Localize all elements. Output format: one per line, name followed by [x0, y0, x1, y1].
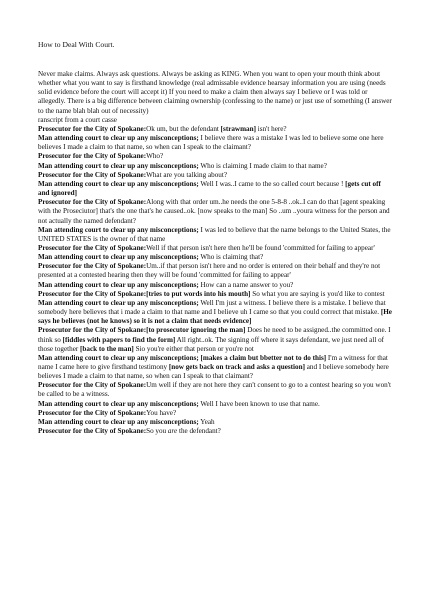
transcript-line: Man attending court to clear up any misconceptions; Well I'm just a witness. I believe there is a mistake. I believe that somebody here believes that i made a claim to that name and I believe uh I came so that you could correct that mistake. [He says he believes (not he knows) so it is not a claim that needs evidence] [38, 298, 392, 326]
speaker-man: Man attending court to clear up any misconceptions; [38, 225, 199, 234]
transcript-line: Man attending court to clear up any misconceptions; How can a name answer to you? [38, 280, 294, 289]
transcript-heading: ranscript from a court casse [38, 115, 117, 124]
speaker-prosecutor: Prosecutor for the City of Spokane: [38, 408, 147, 417]
transcript-line: Man attending court to clear up any misconceptions; Yeah [38, 417, 215, 426]
speaker-man: Man attending court to clear up any misconceptions; [38, 417, 199, 426]
speaker-man: Man attending court to clear up any misconceptions; [38, 399, 199, 408]
transcript-line: Prosecutor for the City of Spokane:Who? [38, 152, 164, 161]
speaker-prosecutor: Prosecutor for the City of Spokane: [38, 198, 147, 207]
speaker-man: Man attending court to clear up any misconceptions; [38, 161, 199, 170]
intro-paragraph: Never make claims. Always ask questions. Always be asking as KING. When you want to open your mouth think about whether what you want to say is firsthand knowledge (real admissable evidence hearsay information you are using (needs solid evidence before the court will accept it) If you need to make a claim then always say I believe or I was told or allegedly. There is a big difference between claiming ownership (confessing to the name) or just use of something (I answer to the name blah blah out of necessity) [38, 70, 392, 115]
transcript-line: Man attending court to clear up any misconceptions; I was led to believe that the name belongs to the United States, the UNITED STATES is the owner of that name [38, 225, 391, 243]
transcript-line: Prosecutor for the City of Spokane:Um..if that person isn't here and no order is entered on their behalf and they're not presented at a contested hearing then they will be found 'committed for failing to appear' [38, 262, 381, 280]
speaker-man: Man attending court to clear up any misconceptions; [38, 134, 199, 143]
speaker-man: Man attending court to clear up any misconceptions; [38, 253, 199, 262]
transcript-line: Prosecutor for the City of Spokane:Along with that order um..he needs the one 5-8-8 ..ok..I can do that [agent speaking with the Proseciutor] that's the one that's he caused..ok. [now speaks to the man] So ..um ..youra witness for the person and not actually the named defendant? [38, 198, 390, 225]
transcript-line: Prosecutor for the City of Spokane:[tries to put words into his mouth] So what you are saying is you'd like to contest [38, 289, 385, 298]
transcript-line: Man attending court to clear up any misconceptions; Well I was..I came to the so called court because ! [gets cut off and ignored] [38, 179, 381, 198]
speaker-prosecutor: Prosecutor for the City of Spokane: [38, 124, 147, 133]
speaker-man: Man attending court to clear up any misconceptions; [38, 298, 199, 307]
speaker-prosecutor: Prosecutor for the City of Spokane: [38, 243, 147, 252]
transcript-line: Man attending court to clear up any misconceptions; I believe there was a mistake I was led to believe some one here believes I made a claim to that name, so when can I speak to the claimant? [38, 134, 384, 152]
speaker-prosecutor: Prosecutor for the City of Spokane: [38, 289, 147, 298]
transcript-line: Prosecutor for the City of Spokane:What are you talking about? [38, 170, 227, 179]
transcript-line: Prosecutor for the City of Spokane:[to prosecutor ignoring the man] Does he need to be assigned..the committed one. I think so [fiddles with papers to find the form] All right..ok. The signing off where it says defendant, we just need all of those together [back to the man] Sio you're either that person or you're not [38, 326, 391, 353]
speaker-man: Man attending court to clear up any misconceptions; [38, 280, 199, 289]
transcript-line: Man attending court to clear up any misconceptions; Who is claiming that? [38, 253, 264, 262]
speaker-prosecutor: Prosecutor for the City of Spokane: [38, 326, 147, 335]
transcript-line: Prosecutor for the City of Spokane:You have? [38, 408, 177, 417]
transcript-line: Man attending court to clear up any misconceptions; Well I have been known to use that name. [38, 399, 320, 408]
transcript-line: Man attending court to clear up any misconceptions; Who is claiming I made claim to that name? [38, 161, 327, 170]
document-body [38, 70, 392, 436]
transcript-line: Prosecutor for the City of Spokane:So you are the defendant? [38, 427, 221, 436]
speaker-prosecutor: Prosecutor for the City of Spokane: [38, 152, 147, 161]
transcript-line: Prosecutor for the City of Spokane:Well if that person isn't here then he'll be found 'committed for failing to appear' [38, 243, 375, 252]
transcript-line: Man attending court to clear up any misconceptions; [makes a claim but bbetter not to do this] I'm a witness for that name I came here to give firsthand testimony [now gets back on track and asks a question] and I believe somebody here believes I made a claim to that name, so when can I speak to that claimant? [38, 353, 389, 381]
transcript-line: Prosecutor for the City of Spokane:Um well if they are not here they can't consent to go to a contest hearing so you won't be called to be a witness. [38, 381, 391, 399]
speaker-prosecutor: Prosecutor for the City of Spokane: [38, 427, 147, 436]
document-title: How to Deal With Court. [38, 40, 115, 49]
speaker-prosecutor: Prosecutor for the City of Spokane: [38, 170, 147, 179]
speaker-man: Man attending court to clear up any misconceptions; [38, 179, 199, 188]
speaker-man: Man attending court to clear up any misconceptions; [38, 353, 199, 362]
speaker-prosecutor: Prosecutor for the City of Spokane: [38, 381, 147, 390]
transcript-line: Prosecutor for the City of Spokane:Ok um, but the defendant [strawman] isn't here? [38, 124, 287, 133]
speaker-prosecutor: Prosecutor for the City of Spokane: [38, 262, 147, 271]
